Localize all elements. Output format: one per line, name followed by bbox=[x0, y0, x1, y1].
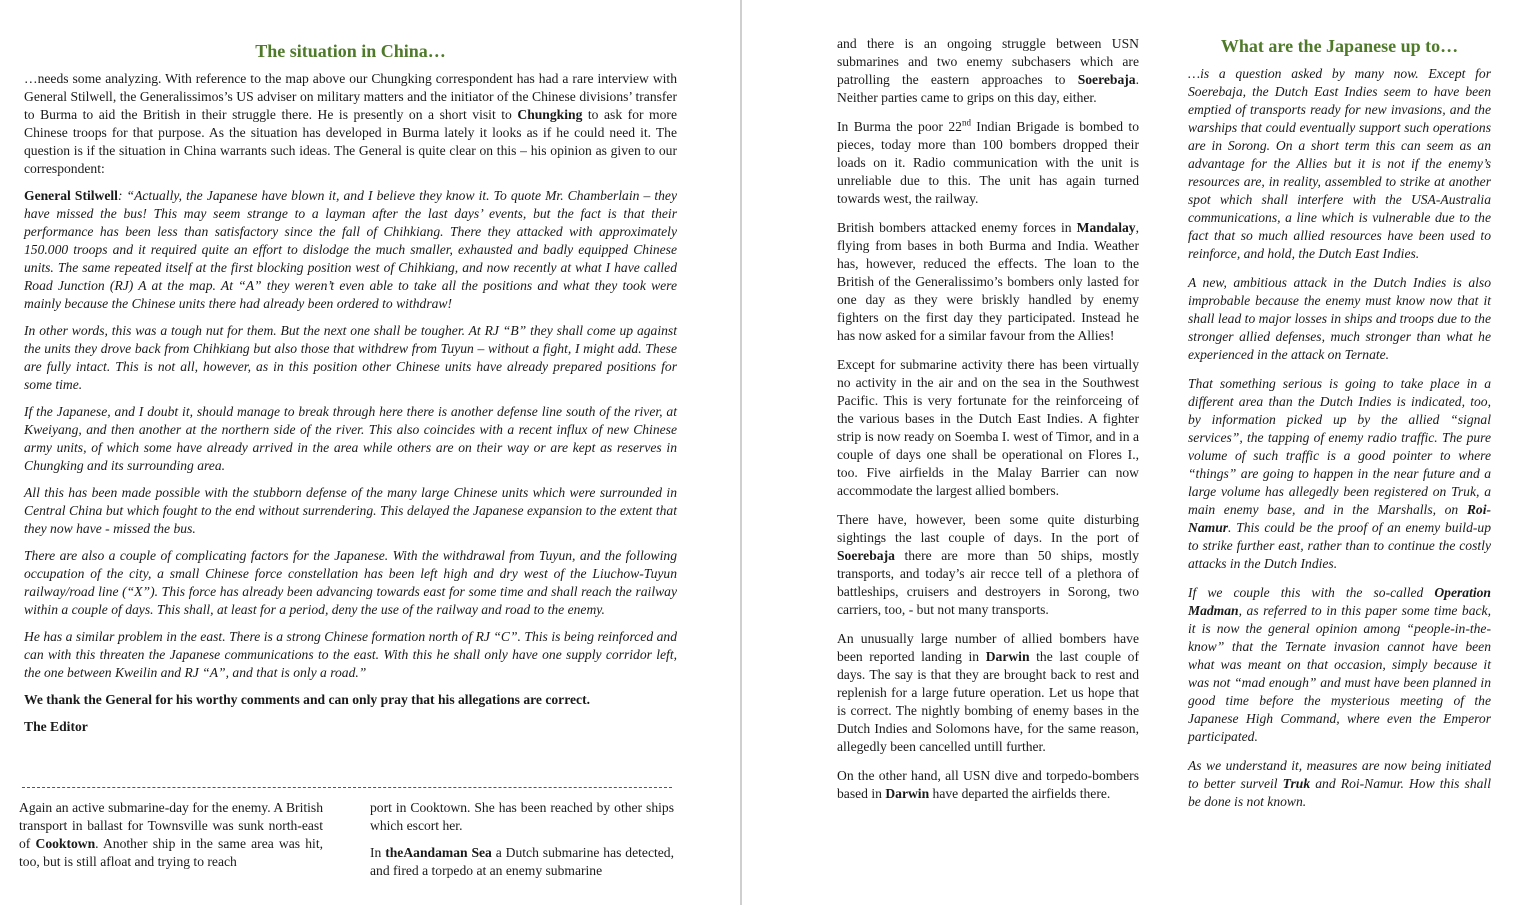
news-column bbox=[837, 35, 1139, 814]
editor-signature: The Editor bbox=[24, 719, 88, 734]
quote-speaker: General Stilwell bbox=[24, 188, 118, 203]
news-paragraph: In Burma the poor 22nd Indian Brigade is bombed to pieces, today more than 100 bombers dropped their loads on it. Radio communication with the unit is unreliable due to this. The unit has again turned towards west, the railway. bbox=[837, 117, 1139, 206]
news-paragraph: and there is an ongoing struggle between USN submarines and two enemy subchasers which are patrolling the eastern approaches to Soerebaja. Neither parties came to grips on this day, either. bbox=[837, 36, 1139, 105]
bottom-column-2 bbox=[370, 799, 674, 891]
japanese-headline: What are the Japanese up to… bbox=[1220, 36, 1459, 56]
quote-paragraph: He has a similar problem in the east. There is a strong Chinese formation north of RJ “C”. This is being reinforced and can with this threaten the Japanese communications to the east. With this he shall only have one supply corridor left, the one between Kweilin and RJ “A”, and that is only a road.” bbox=[24, 629, 677, 680]
article-paragraph: …is a question asked by many now. Except for Soerebaja, the Dutch East Indies seem to have been emptied of transports ready for new invasions, and the warships that could eventually support such operations are in Sorong. On a short term this can seem as an advantage for the Allies but it is not if the enemy’s resources are, in reality, assembled to strike at another spot which shall interfere with the USA-Australia communications, a line which is vulnerable due to the fact that so much allied resources have been used to reinforce, and hold, the Dutch East Indies. bbox=[1188, 66, 1491, 261]
submarine-report: Again an active submarine-day for the enemy. A British transport in ballast for Townsville was sunk north-east of Cooktown. Another ship in the same area was hit, too, but is still afloat and trying to reach bbox=[19, 800, 323, 869]
thanks-line: We thank the General for his worthy comments and can only pray that his allegations are correct. bbox=[24, 692, 590, 707]
cooktown-report: port in Cooktown. She has been reached by other ships which escort her. bbox=[370, 800, 674, 833]
news-paragraph: On the other hand, all USN dive and torpedo-bombers based in Darwin have departed the airfields there. bbox=[837, 768, 1139, 801]
article-paragraph: A new, ambitious attack in the Dutch Indies is also improbable because the enemy must know now that it shall lead to major losses in ships and troops due to the stronger allied defenses, much stronger than what he experienced in the attack on Ternate. bbox=[1188, 275, 1491, 362]
news-paragraph: There have, however, been some quite disturbing sightings the last couple of days. In the port of Soerebaja there are more than 50 ships, mostly transports, and today’s air recce tell of a plethora of battleships, cruisers and destroyers in Sorong, two carriers, too, - but not many transports. bbox=[837, 512, 1139, 617]
quote-paragraph: All this has been made possible with the stubborn defense of the many large Chinese units which were surrounded in Central China but which fought to the end without surrendering. This delayed the Japanese expansion to the extent that they now have - missed the bus. bbox=[24, 485, 677, 536]
japanese-article bbox=[1188, 35, 1491, 822]
andaman-report: In theAandaman Sea a Dutch submarine has detected, and fired a torpedo at an enemy submarine bbox=[370, 845, 674, 878]
section-divider bbox=[22, 787, 672, 788]
news-paragraph: British bombers attacked enemy forces in Mandalay, flying from bases in both Burma and India. Weather has, however, reduced the effects. The loan to the British of the Generalissimo’s bombers only lasted for one day as they were briskly handled by enemy fighters on the first day they participated. Instead he has now asked for a similar favour from the Allies! bbox=[837, 220, 1139, 343]
news-paragraph: An unusually large number of allied bombers have been reported landing in Darwin the last couple of days. The say is that they are brought back to rest and replenish for a large future operation. Let us hope that is correct. The nightly bombing of enemy bases in the Dutch Indies and Solomons have, for the same reason, allegedly been cancelled untill further. bbox=[837, 631, 1139, 754]
right-page bbox=[743, 0, 1525, 905]
place-name: Chungking bbox=[517, 107, 583, 122]
stilwell-quote: General Stilwell: “Actually, the Japanese have blown it, and I believe they know it. To quote Mr. Chamberlain – they have missed the bus! This may seem strange to a layman after the last days’ events, but the fact is that their performance has been less than satisfactory since the fall of Chihkiang. There they attacked with approximately 150.000 troops and it required quite an effort to dislodge the much smaller, exhausted and badly equipped Chinese units. The same repeated itself at the first blocking position west of Chihkiang, and now recently at what I have called Road Junction (RJ) A at the map. At “A” they weren’t even able to take all the positions and what they took were mainly because the Chinese units there had already been ordered to withdraw! bbox=[24, 188, 677, 311]
quote-paragraph: If the Japanese, and I doubt it, should manage to break through here there is another defense line south of the river, at Kweiyang, and then another at the northern side of the river. This also coincides with a recent influx of new Chinese army units, of which some have already arrived in the area while others are on their way or are kept as reserves in Chungking and its surrounding area. bbox=[24, 404, 677, 473]
article-paragraph: That something serious is going to take place in a different area than the Dutch Indies is indicated, too, by information picked up by the allied “signal services”, the tapping of enemy radio traffic. The pure volume of such traffic is a good pointer to where “things” are going to happen in the near future and a large volume has allegedly been registered on Truk, a main enemy base, and in the Marshalls, on Roi-Namur. This could be the proof of an enemy build-up to strike further east, rather than to continue the costly attacks in the Dutch Indies. bbox=[1188, 376, 1491, 571]
china-article bbox=[24, 40, 677, 745]
left-page bbox=[0, 0, 740, 905]
page-gutter bbox=[740, 0, 742, 905]
china-headline: The situation in China… bbox=[255, 41, 446, 61]
article-paragraph: If we couple this with the so-called Operation Madman, as referred to in this paper some time back, it is now the general opinion among “people-in-the-know” that the Ternate invasion cannot have been what was meant on that occasion, simply because it was not “mad enough” and must have been planned in good time before the mysterious meeting of the Japanese High Command, where even the Emperor participated. bbox=[1188, 585, 1491, 744]
article-paragraph: As we understand it, measures are now being initiated to better surveil Truk and Roi-Namur. How this shall be done is not known. bbox=[1188, 758, 1491, 809]
bottom-column-1 bbox=[19, 799, 323, 882]
news-paragraph: Except for submarine activity there has been virtually no activity in the air and on the sea in the Southwest Pacific. This is very fortunate for the reinforceing of the various bases in the Dutch East Indies. A fighter strip is now ready on Soemba I. west of Timor, and in a couple of days one shall be operational on Flores I., too. Five airfields in the Malay Barrier can now accommodate the largest allied bombers. bbox=[837, 357, 1139, 498]
china-intro: …needs some analyzing. With reference to the map above our Chungking correspondent has had a rare interview with General Stilwell, the Generalissimos’s US adviser on military matters and the initiator of the Chinese divisions’ transfer to Burma to aid the British in their struggle there. He is presently on a short visit to Chungking to ask for more Chinese troops for that purpose. As the situation has developed in Burma lately it looks as if he could need it. The question is if the situation in China warrants such ideas. The General is quite clear on this – his opinion as given to our correspondent: bbox=[24, 71, 677, 176]
quote-paragraph: In other words, this was a tough nut for them. But the next one shall be tougher. At RJ “B” they shall come up against the units they drove back from Chihkiang but also those that withdrew from Tuyun – without a fight, I might add. These are fully intact. This is not all, however, as in this position other Chinese units have already prepared positions for some time. bbox=[24, 323, 677, 392]
quote-paragraph: There are also a couple of complicating factors for the Japanese. With the withdrawal from Tuyun, and the following occupation of the city, a small Chinese force constellation has been left high and dry west of the Liuchow-Tuyun railway/road line (“X”). This force has already been advancing towards east for some time and shall reach the railway within a couple of days. This shall, at least for a period, deny the use of the railway and road to the enemy. bbox=[24, 548, 677, 617]
